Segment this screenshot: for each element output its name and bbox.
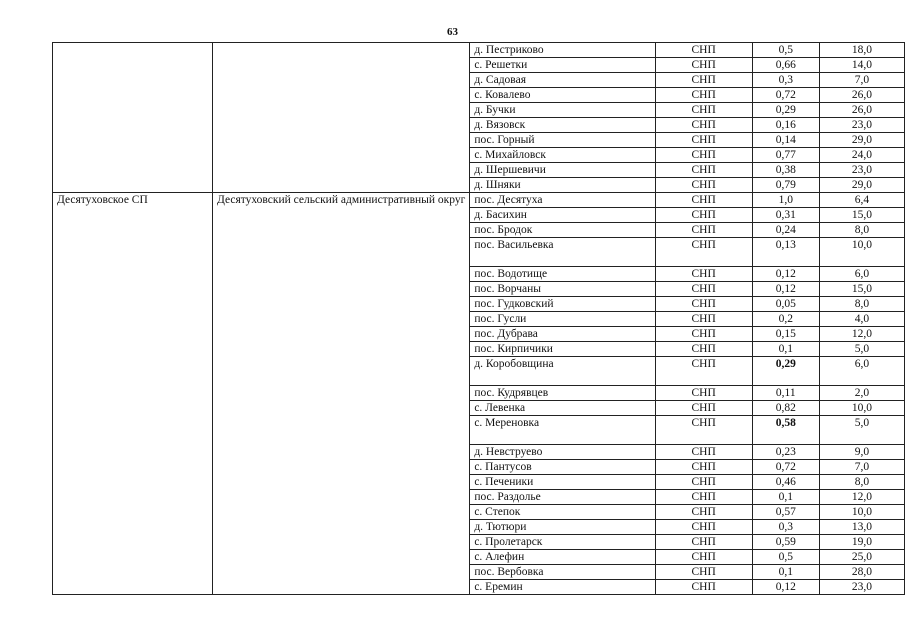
settlement-area-cell: 0,3	[752, 73, 819, 88]
settlement-name-cell: д. Вязовск	[470, 118, 655, 133]
settlement-name-cell: д. Шняки	[470, 178, 655, 193]
settlements-table	[52, 42, 905, 595]
settlement-distance-cell: 10,0	[819, 238, 904, 267]
settlement-distance-cell: 13,0	[819, 520, 904, 535]
settlement-type-cell: СНП	[655, 118, 752, 133]
settlement-name-cell: с. Пантусов	[470, 460, 655, 475]
settlement-distance-cell: 7,0	[819, 460, 904, 475]
settlement-distance-cell: 6,0	[819, 357, 904, 386]
settlement-name-cell: пос. Гусли	[470, 312, 655, 327]
settlements-table-body	[53, 43, 905, 595]
settlement-type-cell: СНП	[655, 282, 752, 297]
settlement-name-cell: пос. Бродок	[470, 223, 655, 238]
settlement-name-cell: с. Алефин	[470, 550, 655, 565]
settlement-name-cell: пос. Гудковский	[470, 297, 655, 312]
settlement-area-cell: 0,12	[752, 580, 819, 595]
settlement-type-cell: СНП	[655, 342, 752, 357]
settlement-type-cell: СНП	[655, 416, 752, 445]
settlement-name-cell: с. Мереновка	[470, 416, 655, 445]
settlement-distance-cell: 7,0	[819, 73, 904, 88]
settlement-area-cell: 0,57	[752, 505, 819, 520]
settlement-distance-cell: 29,0	[819, 178, 904, 193]
settlement-type-cell: СНП	[655, 550, 752, 565]
settlement-name-cell: с. Пролетарск	[470, 535, 655, 550]
settlement-type-cell: СНП	[655, 43, 752, 58]
settlement-name-cell: д. Тютюри	[470, 520, 655, 535]
settlement-name-cell: пос. Водотище	[470, 267, 655, 282]
settlement-type-cell: СНП	[655, 401, 752, 416]
settlement-name-cell: с. Ковалево	[470, 88, 655, 103]
settlement-distance-cell: 23,0	[819, 580, 904, 595]
settlement-type-cell: СНП	[655, 163, 752, 178]
settlement-distance-cell: 23,0	[819, 163, 904, 178]
settlement-type-cell: СНП	[655, 148, 752, 163]
settlement-distance-cell: 10,0	[819, 505, 904, 520]
settlement-area-cell: 0,38	[752, 163, 819, 178]
settlement-type-cell: СНП	[655, 267, 752, 282]
settlement-name-cell: д. Шершевичи	[470, 163, 655, 178]
settlement-type-cell: СНП	[655, 58, 752, 73]
settlement-distance-cell: 12,0	[819, 327, 904, 342]
settlement-name-cell: с. Степок	[470, 505, 655, 520]
settlement-area-cell: 0,15	[752, 327, 819, 342]
settlement-distance-cell: 10,0	[819, 401, 904, 416]
settlement-area-cell: 0,2	[752, 312, 819, 327]
settlement-area-cell: 0,11	[752, 386, 819, 401]
settlement-type-cell: СНП	[655, 133, 752, 148]
settlement-distance-cell: 25,0	[819, 550, 904, 565]
settlement-distance-cell: 24,0	[819, 148, 904, 163]
settlement-type-cell: СНП	[655, 178, 752, 193]
settlement-name-cell: пос. Васильевка	[470, 238, 655, 267]
settlement-area-cell: 0,23	[752, 445, 819, 460]
settlement-distance-cell: 4,0	[819, 312, 904, 327]
okrug-name-cell	[212, 43, 469, 193]
settlement-distance-cell: 5,0	[819, 342, 904, 357]
settlement-distance-cell: 6,0	[819, 267, 904, 282]
settlement-area-cell: 0,12	[752, 282, 819, 297]
settlement-distance-cell: 18,0	[819, 43, 904, 58]
settlement-distance-cell: 12,0	[819, 490, 904, 505]
settlement-distance-cell: 23,0	[819, 118, 904, 133]
settlement-area-cell: 0,1	[752, 342, 819, 357]
settlement-type-cell: СНП	[655, 475, 752, 490]
settlement-area-cell: 0,5	[752, 43, 819, 58]
settlement-type-cell: СНП	[655, 505, 752, 520]
settlement-type-cell: СНП	[655, 520, 752, 535]
settlement-area-cell: 0,77	[752, 148, 819, 163]
settlement-area-cell: 0,1	[752, 490, 819, 505]
settlement-area-cell: 0,72	[752, 460, 819, 475]
settlement-area-cell: 0,46	[752, 475, 819, 490]
settlement-area-cell: 0,16	[752, 118, 819, 133]
settlement-name-cell: пос. Ворчаны	[470, 282, 655, 297]
settlement-name-cell: пос. Десятуха	[470, 193, 655, 208]
settlement-type-cell: СНП	[655, 297, 752, 312]
settlement-area-cell: 0,59	[752, 535, 819, 550]
settlement-name-cell: с. Печеники	[470, 475, 655, 490]
settlement-area-cell: 0,12	[752, 267, 819, 282]
settlement-area-cell: 0,29	[752, 357, 819, 386]
settlement-name-cell: д. Басихин	[470, 208, 655, 223]
settlement-distance-cell: 26,0	[819, 103, 904, 118]
settlement-distance-cell: 26,0	[819, 88, 904, 103]
settlement-name-cell: д. Садовая	[470, 73, 655, 88]
settlement-distance-cell: 28,0	[819, 565, 904, 580]
settlement-name-cell: с. Левенка	[470, 401, 655, 416]
settlement-name-cell: д. Бучки	[470, 103, 655, 118]
settlement-type-cell: СНП	[655, 103, 752, 118]
settlement-type-cell: СНП	[655, 223, 752, 238]
settlement-distance-cell: 29,0	[819, 133, 904, 148]
settlement-area-cell: 0,66	[752, 58, 819, 73]
settlement-area-cell: 0,29	[752, 103, 819, 118]
settlement-distance-cell: 14,0	[819, 58, 904, 73]
settlement-type-cell: СНП	[655, 580, 752, 595]
settlement-name-cell: пос. Раздолье	[470, 490, 655, 505]
settlement-name-cell: с. Еремин	[470, 580, 655, 595]
settlement-type-cell: СНП	[655, 386, 752, 401]
settlement-distance-cell: 6,4	[819, 193, 904, 208]
settlement-area-cell: 0,5	[752, 550, 819, 565]
settlement-name-cell: пос. Вербовка	[470, 565, 655, 580]
settlement-area-cell: 0,82	[752, 401, 819, 416]
settlement-distance-cell: 5,0	[819, 416, 904, 445]
settlement-area-cell: 0,13	[752, 238, 819, 267]
settlement-name-cell: пос. Кирпичики	[470, 342, 655, 357]
settlement-name-cell: д. Невструево	[470, 445, 655, 460]
settlement-type-cell: СНП	[655, 238, 752, 267]
settlement-distance-cell: 15,0	[819, 282, 904, 297]
settlement-distance-cell: 19,0	[819, 535, 904, 550]
settlement-type-cell: СНП	[655, 208, 752, 223]
settlement-name-cell: д. Коробовщина	[470, 357, 655, 386]
settlement-area-cell: 0,3	[752, 520, 819, 535]
settlement-area-cell: 1,0	[752, 193, 819, 208]
settlement-name-cell: с. Михайловск	[470, 148, 655, 163]
settlement-type-cell: СНП	[655, 312, 752, 327]
settlement-type-cell: СНП	[655, 445, 752, 460]
table-row	[53, 43, 905, 58]
settlement-type-cell: СНП	[655, 535, 752, 550]
settlement-area-cell: 0,24	[752, 223, 819, 238]
page-number: 63	[447, 26, 458, 38]
settlement-area-cell: 0,31	[752, 208, 819, 223]
settlement-name-cell: пос. Горный	[470, 133, 655, 148]
settlement-type-cell: СНП	[655, 193, 752, 208]
sp-name-cell: Десятуховское СП	[53, 193, 213, 595]
settlement-type-cell: СНП	[655, 565, 752, 580]
settlement-distance-cell: 8,0	[819, 223, 904, 238]
settlement-name-cell: д. Пестриково	[470, 43, 655, 58]
settlement-distance-cell: 8,0	[819, 475, 904, 490]
settlement-area-cell: 0,1	[752, 565, 819, 580]
settlement-area-cell: 0,58	[752, 416, 819, 445]
settlement-name-cell: пос. Кудрявцев	[470, 386, 655, 401]
okrug-name-cell: Десятуховский сельский административный округ	[212, 193, 469, 595]
settlement-distance-cell: 2,0	[819, 386, 904, 401]
settlement-type-cell: СНП	[655, 490, 752, 505]
settlement-type-cell: СНП	[655, 327, 752, 342]
settlement-type-cell: СНП	[655, 357, 752, 386]
table-row	[53, 193, 905, 208]
settlement-distance-cell: 15,0	[819, 208, 904, 223]
settlement-distance-cell: 8,0	[819, 297, 904, 312]
settlement-type-cell: СНП	[655, 460, 752, 475]
settlement-name-cell: с. Решетки	[470, 58, 655, 73]
settlement-area-cell: 0,05	[752, 297, 819, 312]
settlement-distance-cell: 9,0	[819, 445, 904, 460]
settlement-type-cell: СНП	[655, 88, 752, 103]
sp-name-cell	[53, 43, 213, 193]
settlement-area-cell: 0,79	[752, 178, 819, 193]
settlement-area-cell: 0,14	[752, 133, 819, 148]
settlement-area-cell: 0,72	[752, 88, 819, 103]
settlement-name-cell: пос. Дубрава	[470, 327, 655, 342]
settlement-type-cell: СНП	[655, 73, 752, 88]
